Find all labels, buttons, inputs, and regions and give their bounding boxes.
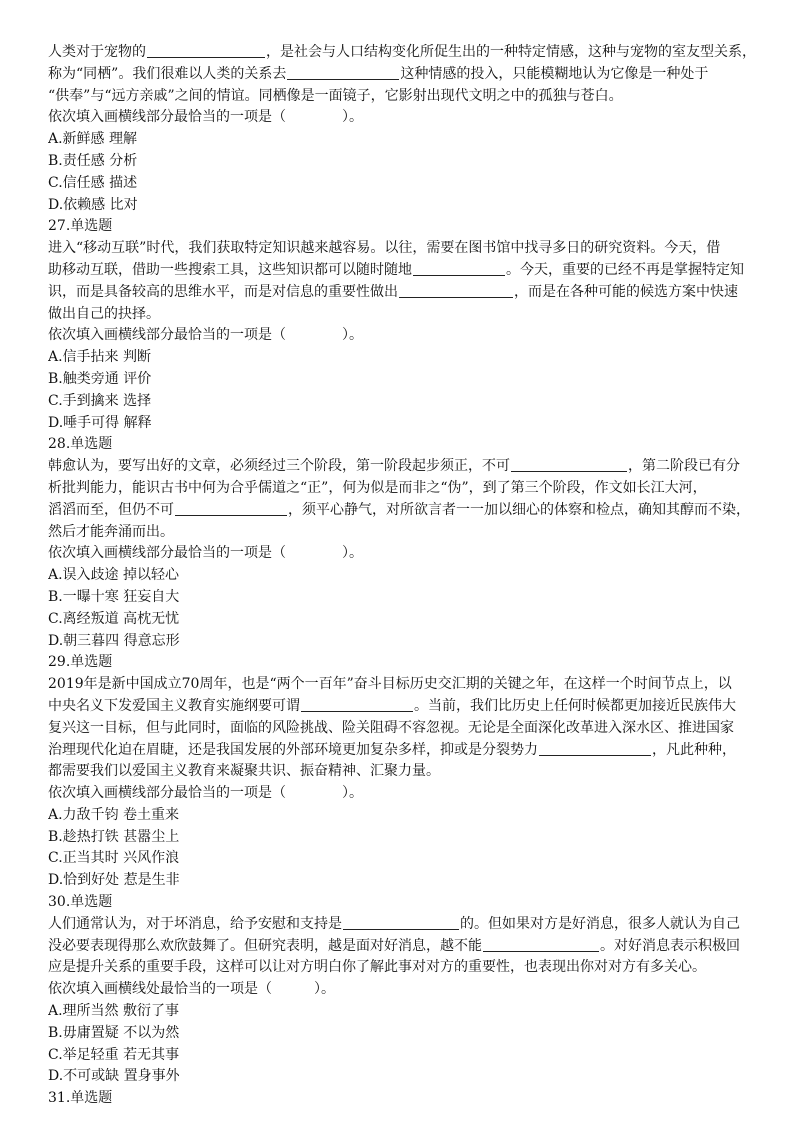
fill-blank: [343, 915, 459, 930]
question-text-line: 2019年是新中国成立70周年，也是“两个一百年”奋斗目标历史交汇期的关键之年，在这样一个时间节点上，以: [48, 676, 732, 693]
question-31: [48, 1088, 760, 1110]
question-text-line: 滔滔而至，但仍不可 ，须平心静气，对所欲言者一一加以细心的体察和检点，确知其醇而不染，: [48, 501, 750, 518]
question-27: [48, 216, 760, 434]
fill-blank: [147, 43, 265, 58]
option-c[interactable]: C.举足轻重 若无其事: [48, 1046, 180, 1063]
fill-blank: [399, 283, 513, 298]
question-text-line: 治理现代化迫在眉睫，还是我国发展的外部环境更加复杂多样，抑或是分裂势力 ，凡此种种，: [48, 741, 736, 758]
option-d[interactable]: D.恰到好处 惹是生非: [48, 872, 180, 889]
fill-blank: [175, 501, 287, 516]
fill-blank: [483, 937, 599, 952]
question-text-line: 然后才能奔涌而出。: [48, 523, 174, 540]
question-text-line: 韩愈认为，要写出好的文章，必须经过三个阶段，第一阶段起步须正，不可 ，第二阶段已有分: [48, 458, 740, 475]
fill-blank: [511, 457, 627, 472]
question-text-line: 中央名义下发爱国主义教育实施纲要可谓 。当前，我们比历史上任何时候都更加接近民族伟大: [48, 697, 736, 714]
question-text-line: 都需要我们以爱国主义教育来凝聚共识、振奋精神、汇聚力量。: [48, 763, 440, 780]
question-text-line: 识，而是具备较高的思维水平，而是对信息的重要性做出 ，而是在各种可能的候选方案中快速: [48, 283, 738, 300]
option-a[interactable]: A.新鲜感 理解: [48, 131, 138, 148]
question-prompt: 依次填入画横线部分最恰当的一项是（ ）。: [48, 327, 363, 344]
question-text-line: 人类对于宠物的 ，是社会与人口结构变化所促生出的一种特定情感，这种与宠物的室友型关系，: [48, 44, 756, 60]
option-d[interactable]: D.唾手可得 解释: [48, 414, 152, 431]
question-26: [48, 42, 760, 216]
question-prompt: 依次填入画横线部分最恰当的一项是（ ）。: [48, 109, 363, 126]
question-text-line: 进入“移动互联”时代，我们获取特定知识越来越容易。以往，需要在图书馆中找寻多日的研究资料。今天，借: [48, 240, 721, 257]
question-text-line: 析批判能力，能识古书中何为合乎儒道之“正”，何为似是而非之“伪”，到了第三个阶段，作文如长江大河，: [48, 479, 707, 496]
option-b[interactable]: B.趁热打铁 甚嚣尘上: [48, 828, 180, 845]
option-a[interactable]: A.信手拈来 判断: [48, 349, 152, 366]
fill-blank: [539, 741, 651, 756]
question-text-line: 助移动互联，借助一些搜索工具，这些知识都可以随时随地 。今天，重要的已经不再是掌握特定知: [48, 261, 744, 278]
question-29: [48, 652, 760, 892]
question-header: 31.单选题: [48, 1090, 113, 1107]
question-text-line: 没必要表现得那么欢欣鼓舞了。但研究表明，越是面对好消息，越不能 。对好消息表示积极回: [48, 937, 740, 954]
option-b[interactable]: B.一曝十寒 狂妄自大: [48, 588, 180, 605]
question-header: 27.单选题: [48, 218, 113, 235]
question-30: [48, 892, 760, 1088]
option-d[interactable]: D.依赖感 比对: [48, 196, 138, 213]
option-c[interactable]: C.正当其时 兴风作浪: [48, 850, 180, 867]
question-text-line: 应是提升关系的重要手段，这样可以让对方明白你了解此事对对方的重要性，也表现出你对对方有多关心。: [48, 959, 706, 976]
option-b[interactable]: B.毋庸置疑 不以为然: [48, 1024, 180, 1041]
question-header: 28.单选题: [48, 436, 113, 453]
question-text-line: 做出自己的抉择。: [48, 305, 160, 322]
option-c[interactable]: C.离经叛道 高枕无忧: [48, 610, 180, 627]
question-28: [48, 434, 760, 652]
option-d[interactable]: D.朝三暮四 得意忘形: [48, 632, 180, 649]
question-header: 30.单选题: [48, 894, 113, 911]
fill-blank: [301, 697, 413, 712]
question-text-line: 人们通常认为，对于坏消息，给予安慰和支持是 的。但如果对方是好消息，很多人就认为自己: [48, 915, 740, 932]
option-c[interactable]: C.信任感 描述: [48, 174, 138, 191]
option-c[interactable]: C.手到擒来 选择: [48, 392, 152, 409]
question-prompt: 依次填入画横线部分最恰当的一项是（ ）。: [48, 545, 363, 562]
fill-blank: [287, 65, 399, 80]
option-d[interactable]: D.不可或缺 置身事外: [48, 1068, 180, 1085]
question-header: 29.单选题: [48, 654, 113, 671]
option-b[interactable]: B.触类旁通 评价: [48, 370, 152, 387]
question-text-line: 称为“同栖”。我们很难以人类的关系去 这种情感的投入，只能模糊地认为它像是一种处于: [48, 65, 709, 82]
fill-blank: [413, 261, 505, 276]
question-text-line: “供奉”与“远方亲戚”之间的情谊。同栖像是一面镜子，它影射出现代文明之中的孤独与苍白。: [48, 87, 623, 104]
option-a[interactable]: A.误入歧途 掉以轻心: [48, 567, 180, 584]
question-prompt: 依次填入画横线处最恰当的一项是（ ）。: [48, 981, 335, 998]
question-prompt: 依次填入画横线部分最恰当的一项是（ ）。: [48, 785, 363, 802]
option-b[interactable]: B.责任感 分析: [48, 152, 138, 169]
question-text-line: 复兴这一目标，但与此同时，面临的风险挑战、险关阻碍不容忽视。无论是全面深化改革进入深水区、推进国家: [48, 719, 734, 736]
option-a[interactable]: A.力敌千钧 卷土重来: [48, 806, 180, 823]
option-a[interactable]: A.理所当然 敷衍了事: [48, 1003, 180, 1020]
